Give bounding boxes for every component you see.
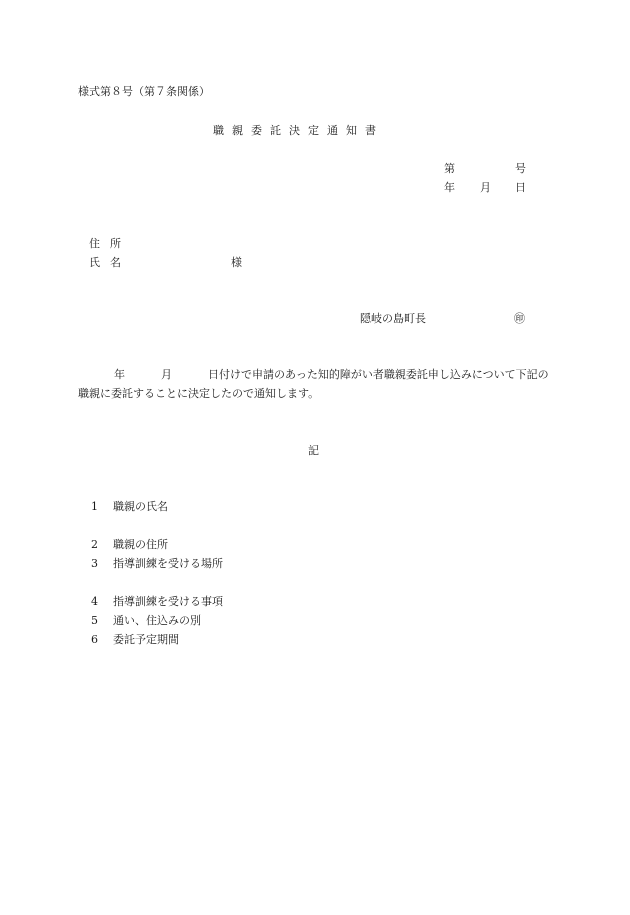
list-item	[91, 539, 168, 550]
body-month-label: 月	[161, 368, 172, 381]
body-line-1	[78, 369, 549, 380]
list-item-label: 職親の氏名	[113, 500, 168, 513]
issue-date-day-label: 日	[515, 181, 526, 194]
form-number: 様式第８号（第７条関係）	[78, 85, 210, 98]
issue-date-month-label: 月	[480, 181, 491, 194]
list-item-label: 指導訓練を受ける事項	[113, 595, 223, 608]
list-item-label: 職親の住所	[113, 538, 168, 551]
ki-label: 記	[308, 444, 319, 457]
list-item	[91, 501, 168, 512]
list-item-label: 指導訓練を受ける場所	[113, 557, 223, 570]
list-item	[91, 558, 223, 569]
list-item-number: 5	[91, 614, 98, 627]
recipient-address-label: 住所	[89, 237, 131, 250]
list-item-number: 2	[91, 538, 98, 551]
list-item-label: 委託予定期間	[113, 633, 179, 646]
recipient-honorific: 様	[231, 256, 242, 269]
seal-mark: ㊞	[514, 312, 525, 325]
list-item-label: 通い、住込みの別	[113, 614, 201, 627]
issuer-name: 隠岐の島町長	[360, 312, 426, 325]
body-line-1-text: 日付けで申請のあった知的障がい者職親委託申し込みについて下記の	[208, 368, 549, 381]
body-year-label: 年	[114, 368, 125, 381]
document-title: 職親委託決定通知書	[213, 124, 384, 137]
body-line-2: 職親に委託することに決定したので通知します。	[78, 387, 320, 400]
issue-number-label: 第	[444, 162, 455, 175]
list-item-number: 6	[91, 633, 98, 646]
issue-number-suffix: 号	[515, 162, 526, 175]
issue-date-year-label: 年	[444, 181, 455, 194]
list-item-number: 1	[91, 500, 98, 513]
list-item-number: 4	[91, 595, 98, 608]
list-item	[91, 596, 223, 607]
list-item	[91, 615, 201, 626]
list-item-number: 3	[91, 557, 98, 570]
list-item	[91, 634, 179, 645]
recipient-name-label: 氏名	[89, 256, 131, 269]
